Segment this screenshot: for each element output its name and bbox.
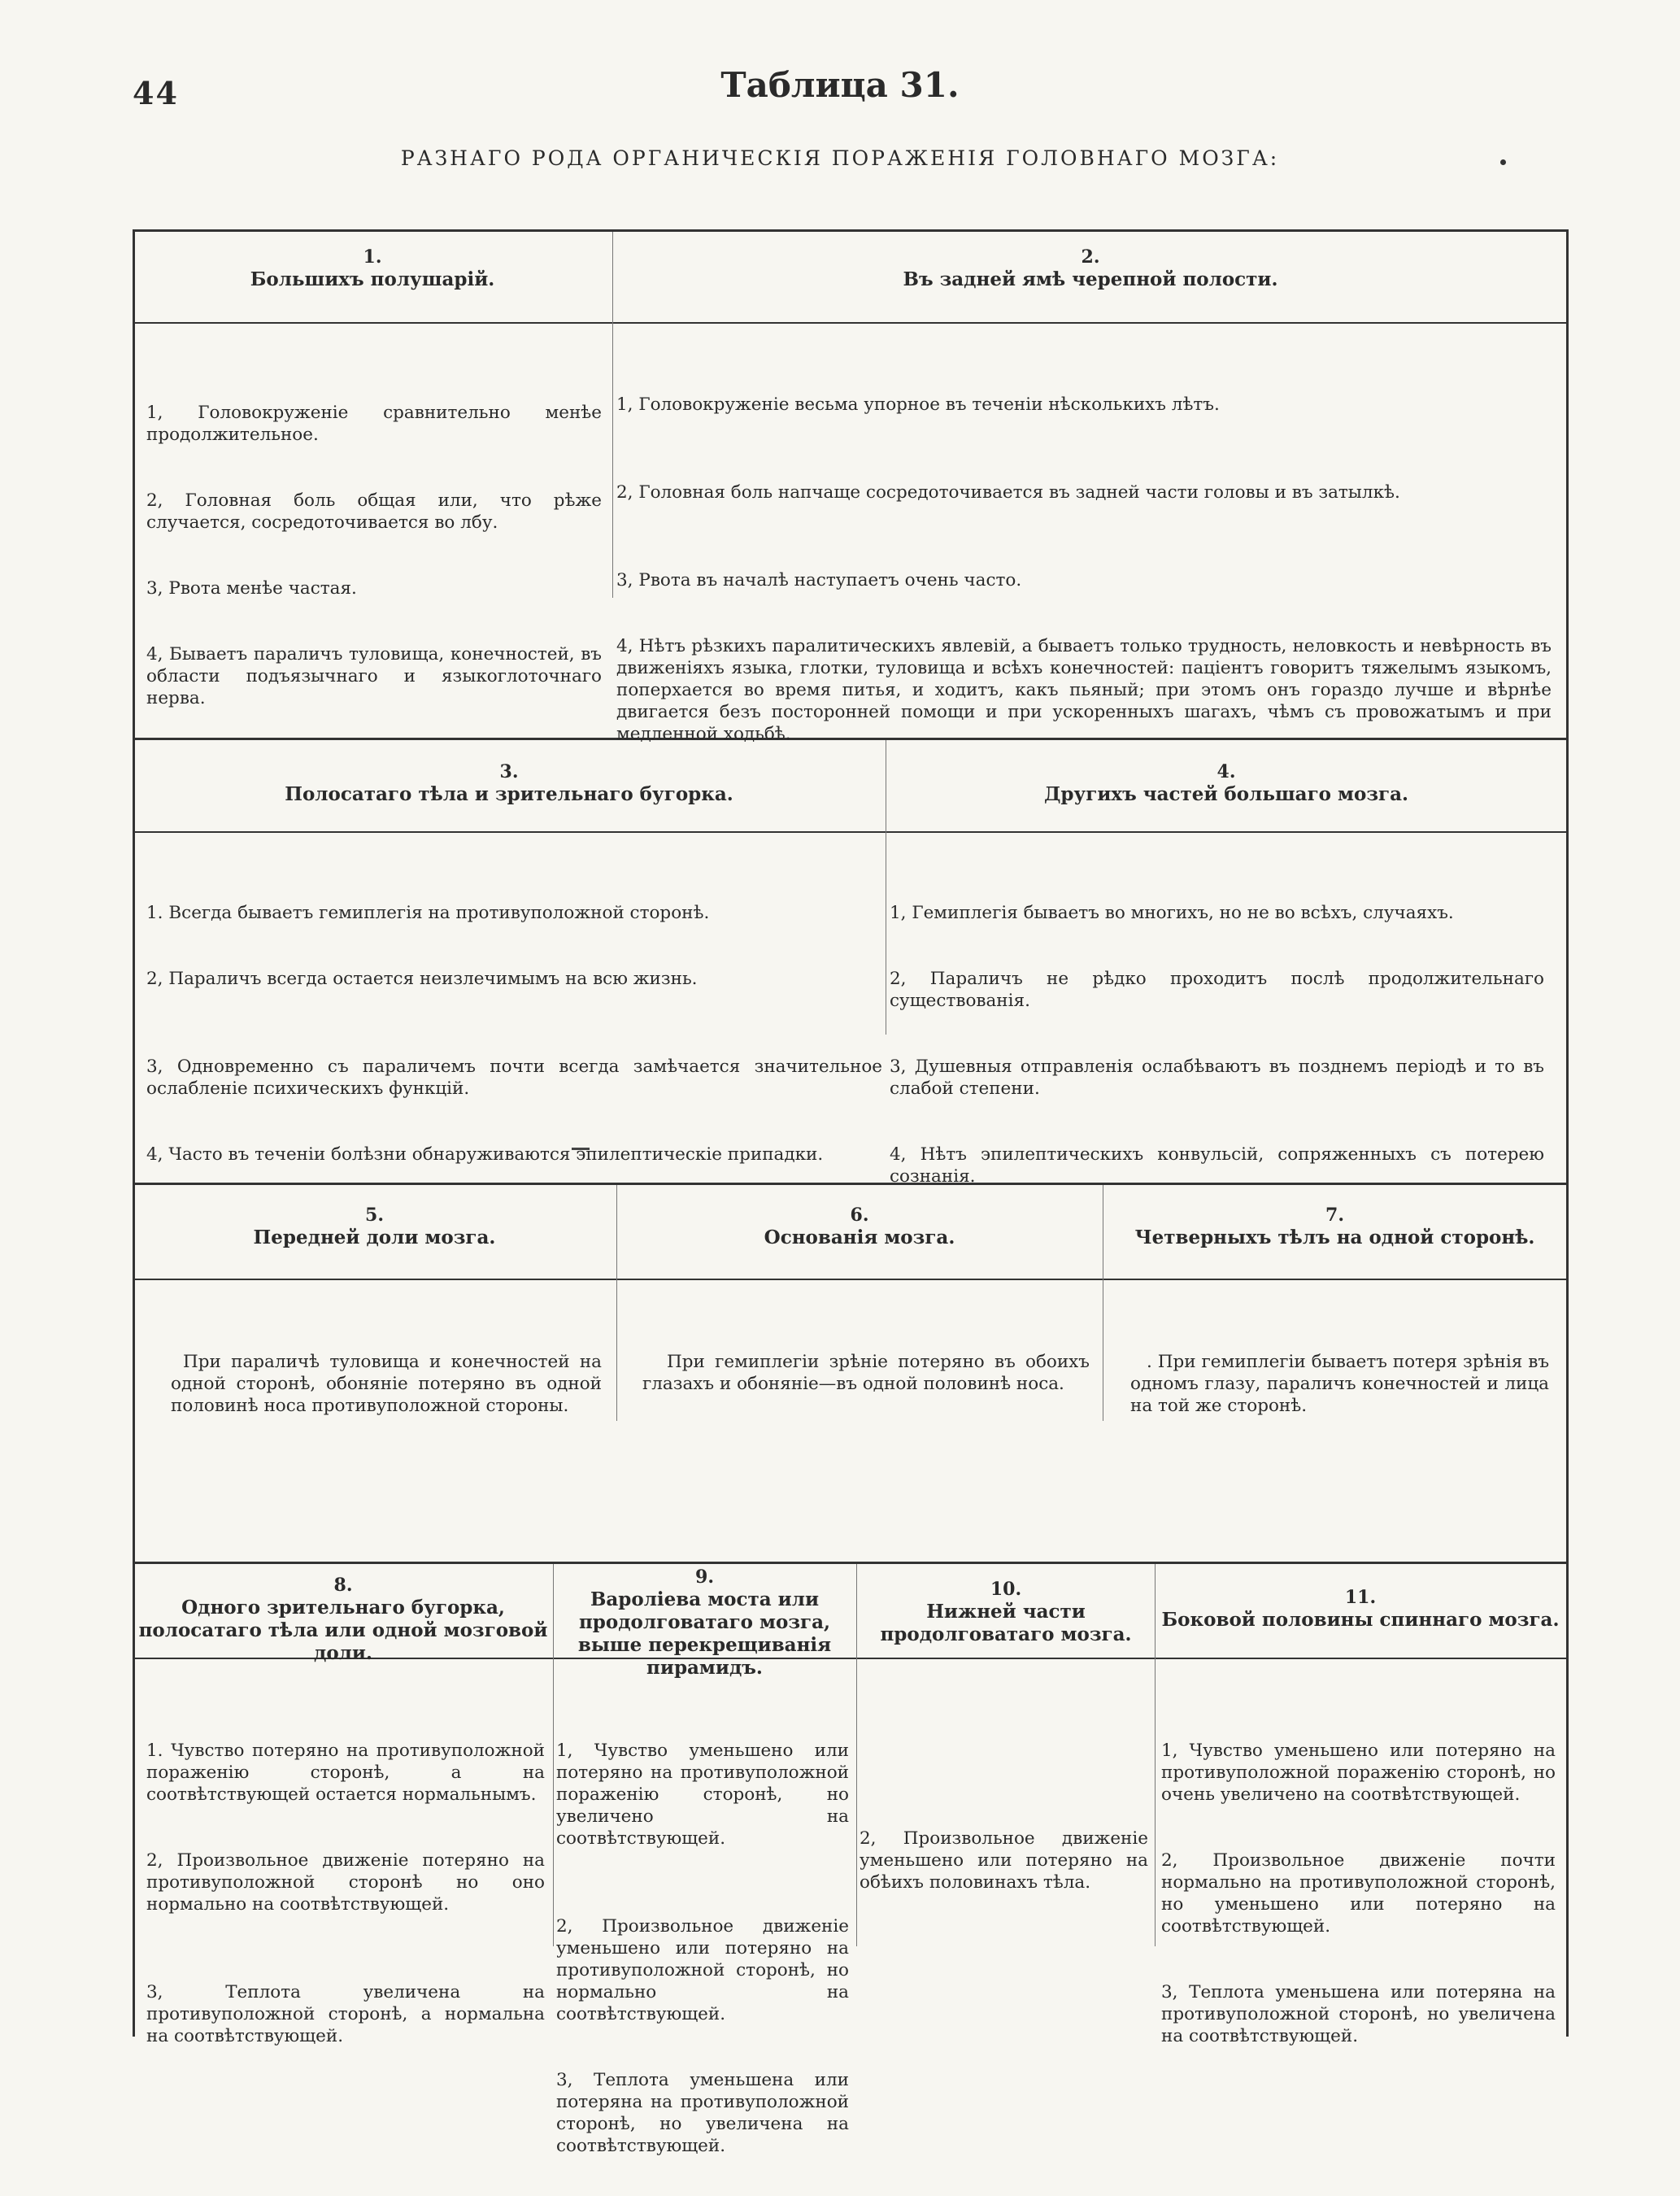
list-item: 3, Теплота уменьшена или потеряна на противуположной сторонѣ, но увеличена на соотвѣтствующей.: [1161, 1982, 1561, 2046]
column-header-9: [556, 1566, 853, 1680]
list-item: 2, Произвольное движеніе уменьшено или потеряно на обѣихъ половинахъ тѣла.: [860, 1828, 1154, 1893]
column-body-10: [860, 1784, 1154, 1915]
rule-header3: [133, 1279, 1569, 1280]
list-item: 3, Теплота увеличена на противуположной сторонѣ, а нормальна на соотвѣтствующей.: [146, 1982, 551, 2046]
column-header-11: [1158, 1586, 1563, 1632]
table-subtitle: РАЗНАГО РОДА ОРГАНИЧЕСКІЯ ПОРАЖЕНІЯ ГОЛОВНАГО МОЗГА:: [400, 146, 1280, 170]
column-body-6: [642, 1307, 1095, 1417]
list-item: 3, Рвота въ началѣ наступаетъ очень часто.: [616, 570, 1022, 590]
column-number: 1.: [363, 246, 382, 268]
column-body-1: [146, 358, 607, 731]
list-item: 2, Головная боль напчаще сосредоточивается въ задней части головы и въ затылкѣ.: [616, 482, 1400, 503]
table-title: Таблица 31.: [720, 65, 960, 105]
column-heading: Въ задней ямѣ черепной полости.: [903, 268, 1278, 290]
column-number: 10.: [990, 1579, 1022, 1600]
list-item: 3, Душевныя отправленія ослабѣваютъ въ позднемъ періодѣ и то въ слабой степени.: [890, 1057, 1550, 1099]
list-item: 2, Произвольное движеніе почти нормально на противуположной сторонѣ, но уменьшено или потеряно на соотвѣтствующей.: [1161, 1850, 1561, 1937]
rule-right: [1566, 229, 1569, 2037]
column-body-5: [171, 1307, 607, 1439]
column-number: 7.: [1325, 1205, 1344, 1226]
column-heading: Полосатаго тѣла и зрительнаго бугорка.: [285, 783, 733, 805]
column-number: 5.: [365, 1205, 384, 1226]
column-number: 4.: [1216, 761, 1236, 782]
column-body-8: [146, 1696, 551, 2069]
column-header-5: [137, 1204, 612, 1249]
column-number: 3.: [499, 761, 519, 782]
ornament-dot: [1500, 159, 1506, 165]
rule-col-split-3a: [616, 1185, 617, 1421]
list-item: При параличѣ туловища и конечностей на одной сторонѣ, обоняніе потеряно въ одной половинѣ носа противуположной стороны.: [171, 1352, 607, 1416]
list-item: 3, Одновременно съ параличемъ почти всегда замѣчается значительное ослабленіе психическихъ функцій.: [146, 1057, 888, 1099]
list-item: 1, Чувство уменьшено или потеряно на противуположной пораженію сторонѣ, но увеличено на соотвѣтствующей.: [556, 1741, 855, 1849]
column-heading: Передней доли мозга.: [253, 1227, 496, 1248]
rule-header1: [133, 322, 1569, 324]
column-number: 8.: [333, 1575, 353, 1596]
list-item: 1, Гемиплегія бываетъ во многихъ, но не во всѣхъ, случаяхъ.: [890, 903, 1454, 923]
rule-top: [133, 229, 1569, 232]
column-heading: Четверныхъ тѣлъ на одной сторонѣ.: [1134, 1227, 1535, 1248]
list-item: 1. Чувство потеряно на противуположной пораженію сторонѣ, а на соотвѣтствующей остается нормальнымъ.: [146, 1741, 551, 1805]
column-header-7: [1107, 1204, 1563, 1249]
column-number: 11.: [1344, 1587, 1377, 1608]
column-number: 2.: [1081, 246, 1100, 268]
list-item: 3, Теплота уменьшена или потеряна на противуположной сторонѣ, но увеличена на соотвѣтствующей.: [556, 2070, 855, 2156]
list-item: 3, Рвота менѣе частая.: [146, 578, 357, 599]
list-item: 4, Часто въ теченіи болѣзни обнаруживаются эпилептическіе припадки.: [146, 1144, 824, 1165]
column-heading: Основанія мозга.: [764, 1227, 955, 1248]
column-body-2: [616, 350, 1557, 767]
column-heading: Нижней части продолговатаго мозга.: [880, 1601, 1132, 1645]
column-body-4: [890, 858, 1550, 1209]
list-item: 1, Чувство уменьшено или потеряно на противуположной пораженію сторонѣ, но очень увеличено на соотвѣтствующей.: [1161, 1741, 1561, 1805]
list-item: 2, Параличъ всегда остается неизлечимымъ на всю жизнь.: [146, 969, 698, 989]
column-number: 6.: [850, 1205, 869, 1226]
list-item: 1. Всегда бываетъ гемиплегія на противуположной сторонѣ.: [146, 903, 710, 923]
list-item: 1, Головокруженіе сравнительно менѣе продолжительное.: [146, 403, 607, 445]
rule-header2: [133, 831, 1569, 833]
rule-col-split-1: [612, 232, 613, 598]
rule-section4: [133, 1562, 1569, 1564]
column-header-1: [137, 246, 608, 291]
column-header-2: [618, 246, 1563, 291]
rule-col-split-4a: [553, 1564, 554, 1946]
column-heading: Боковой половины спиннаго мозга.: [1161, 1609, 1560, 1631]
page-number: 44: [133, 75, 179, 111]
list-item: 4, Нѣтъ рѣзкихъ паралитическихъ явлевій, а бываетъ только трудность, неловкость и невѣрность въ движеніяхъ языка, глотки, туловища и всѣхъ конечностей: паціентъ говоритъ тяжелымъ языкомъ, поперхается во время питья, и ходитъ, какъ пьяный; при этомъ онъ гораздо лучше и вѣрнѣе двигается безъ посторонней помощи и при ускоренныхъ шагахъ, чѣмъ съ провожатымъ и при медленной ходьбѣ.: [616, 636, 1557, 744]
column-body-7: [1130, 1307, 1555, 1439]
rule-col-split-4b: [856, 1564, 857, 1946]
list-item: 2, Произвольное движеніе уменьшено или потеряно на противуположной сторонѣ, но нормально на соотвѣтствующей.: [556, 1916, 855, 2024]
list-item: 2, Головная боль общая или, что рѣже случается, сосредоточивается во лбу.: [146, 490, 607, 533]
column-number: 9.: [695, 1566, 714, 1588]
list-item: . При гемиплегіи бываетъ потеря зрѣнія въ одномъ глазу, параличъ конечностей и лица на той же сторонѣ.: [1130, 1352, 1555, 1416]
column-header-3: [137, 760, 881, 806]
column-heading: Другихъ частей большаго мозга.: [1043, 783, 1409, 805]
column-heading: Вароліева моста или продолговатаго мозга, выше перекрещиванія пирамидъ.: [577, 1588, 832, 1679]
column-header-10: [860, 1578, 1152, 1646]
list-item: При гемиплегіи зрѣніе потеряно въ обоихъ глазахъ и обоняніе—въ одной половинѣ носа.: [642, 1352, 1095, 1394]
column-body-9: [556, 1696, 855, 2179]
column-body-11: [1161, 1696, 1561, 2069]
column-header-6: [620, 1204, 1099, 1249]
list-item: 1, Головокруженіе весьма упорное въ теченіи нѣсколькихъ лѣтъ.: [616, 394, 1220, 415]
column-header-8: [137, 1574, 550, 1665]
list-item: 4, Нѣтъ эпилептическихъ конвульсій, сопряженныхъ съ потерею сознанія.: [890, 1144, 1550, 1187]
list-item: 2, Произвольное движеніе потеряно на противуположной сторонѣ но оно нормально на соотвѣтствующей.: [146, 1850, 551, 1915]
rule-left: [133, 229, 135, 2037]
column-header-4: [890, 760, 1563, 806]
list-item: 2, Параличъ не рѣдко проходитъ послѣ продолжительнаго существованія.: [890, 969, 1550, 1011]
column-heading: Одного зрительнаго бугорка, полосатаго тѣла или одной мозговой доли.: [138, 1597, 548, 1664]
column-heading: Большихъ полушарій.: [250, 268, 495, 290]
column-body-3: [146, 858, 888, 1187]
rule-col-split-4c: [1155, 1564, 1156, 1946]
list-item: 4, Бываетъ параличъ туловища, конечностей, въ области подъязычнаго и языкоглоточнаго нерва.: [146, 644, 607, 708]
